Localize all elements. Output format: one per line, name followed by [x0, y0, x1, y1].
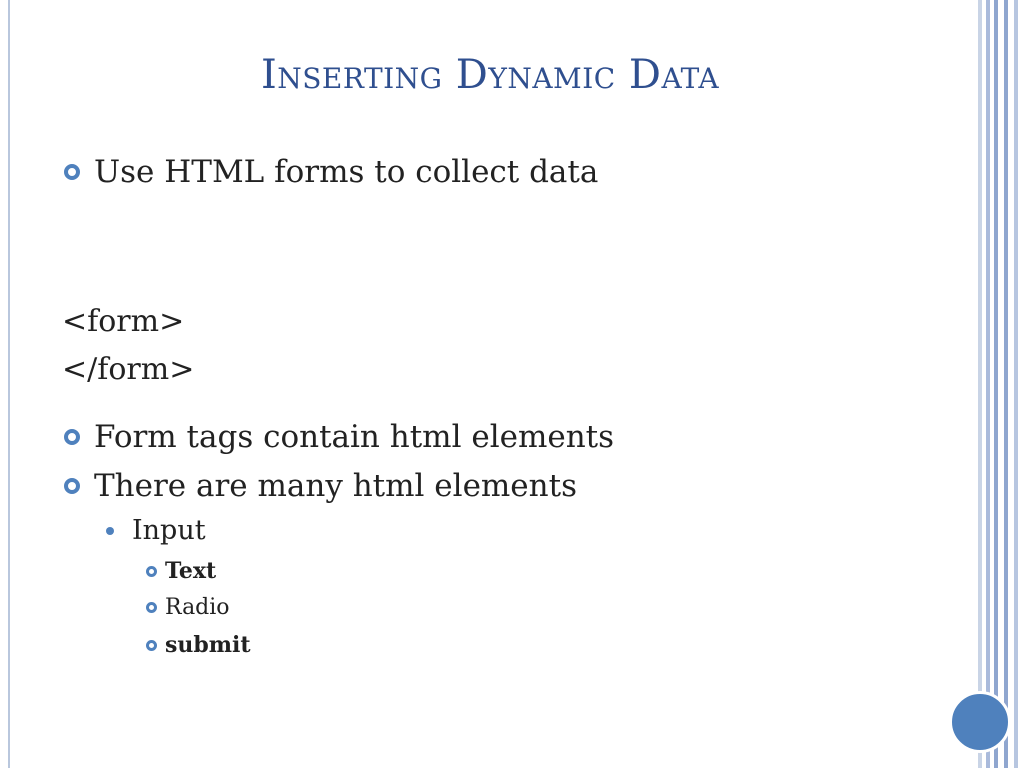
decorative-stripe — [986, 0, 990, 768]
decorative-stripe — [1004, 0, 1008, 768]
sub-sub-bullet-text: submit — [165, 632, 251, 658]
sub-bullet-item — [106, 515, 206, 546]
decorative-circle — [949, 691, 1011, 753]
ring-bullet-icon — [64, 478, 80, 494]
sub-sub-bullet-item — [146, 595, 230, 620]
bullet-text: Form tags contain html elements — [94, 419, 615, 455]
left-border-rule — [8, 0, 10, 768]
bullet-item — [64, 468, 577, 504]
sub-sub-bullet-text: Text — [165, 558, 217, 584]
bullet-item — [64, 419, 614, 455]
sub-sub-bullet-text: Radio — [165, 595, 230, 620]
bullet-text: Use HTML forms to collect data — [94, 154, 599, 190]
bullet-text: There are many html elements — [94, 468, 577, 504]
slide-title: Inserting Dynamic Data — [260, 52, 720, 98]
ring-bullet-icon — [146, 566, 157, 577]
ring-bullet-icon — [64, 429, 80, 445]
ring-bullet-icon — [146, 640, 157, 651]
code-line: <form> — [62, 304, 185, 339]
sub-bullet-text: Input — [132, 515, 206, 546]
bullet-item — [64, 154, 598, 190]
ring-bullet-icon — [64, 164, 80, 180]
sub-sub-bullet-item — [146, 632, 251, 658]
code-line: </form> — [62, 352, 195, 387]
decorative-stripe — [978, 0, 982, 768]
decorative-stripe — [1014, 0, 1018, 768]
sub-sub-bullet-item — [146, 558, 216, 584]
dot-bullet-icon — [106, 527, 114, 535]
ring-bullet-icon — [146, 602, 157, 613]
decorative-stripe — [994, 0, 998, 768]
